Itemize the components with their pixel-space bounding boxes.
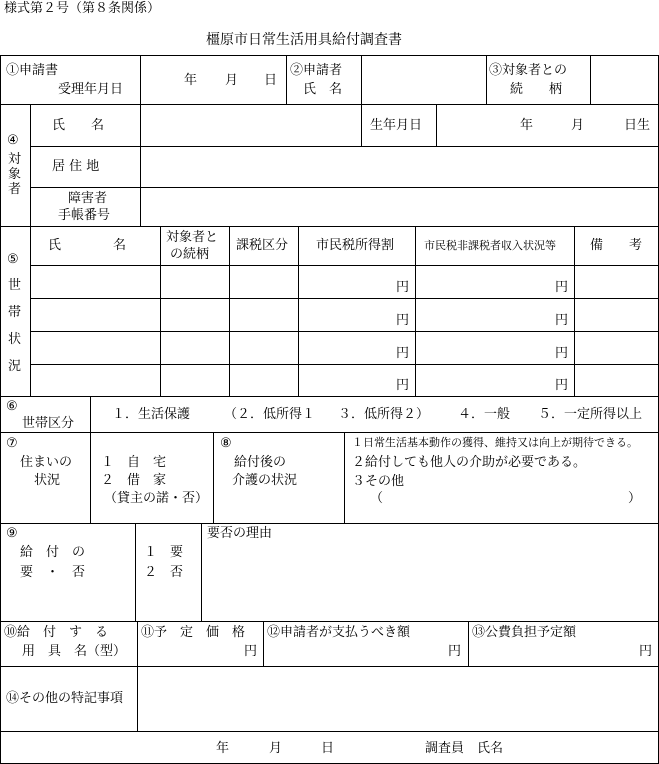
class-option-3: ３．低所得２） bbox=[338, 407, 430, 422]
applicant-payment-label: ⑫申請者が支払うべき額 bbox=[267, 625, 411, 640]
planned-price-yen: 円 bbox=[244, 644, 258, 659]
living-label: 住まいの bbox=[20, 455, 73, 470]
col-nontax-header: 市民税非課税者収入状況等 bbox=[424, 239, 556, 252]
public-burden-label: ⑬公費負担予定額 bbox=[472, 625, 577, 640]
form-number: 様式第２号（第８条関係） bbox=[4, 1, 161, 16]
care-option-2: ２給付しても他人の介助が必要である。 bbox=[352, 455, 587, 470]
special-notes-label: ⑭その他の特記事項 bbox=[6, 691, 124, 706]
yen-income-1: 円 bbox=[396, 280, 410, 295]
planned-price-label: ⑪予 定 価 格 bbox=[141, 625, 246, 640]
relation-sub-label: 続 柄 bbox=[510, 82, 563, 97]
yen-nontax-4: 円 bbox=[555, 378, 569, 393]
yen-nontax-3: 円 bbox=[555, 346, 569, 361]
care-other-close: ） bbox=[628, 491, 642, 506]
footer-year: 年 bbox=[216, 741, 230, 756]
class-number: ⑥ bbox=[6, 399, 18, 414]
receipt-date-label: 受理年月日 bbox=[58, 82, 124, 97]
living-label-2: 状況 bbox=[34, 473, 61, 488]
receipt-day: 日 bbox=[264, 73, 278, 88]
yen-nontax-1: 円 bbox=[555, 280, 569, 295]
item-name-label: ⑩給 付 す る bbox=[4, 625, 109, 640]
decision-reason-label: 要否の理由 bbox=[207, 526, 273, 541]
footer-day: 日 bbox=[321, 741, 335, 756]
yen-nontax-2: 円 bbox=[555, 313, 569, 328]
care-label-2: 介護の状況 bbox=[232, 473, 298, 488]
decision-number: ⑨ bbox=[6, 526, 18, 541]
living-option-1: １ 自 宅 bbox=[101, 455, 167, 470]
care-label: 給付後の bbox=[234, 455, 287, 470]
birth-month: 月 bbox=[571, 118, 585, 133]
yen-income-2: 円 bbox=[396, 313, 410, 328]
class-option-4: ４．一般 bbox=[458, 407, 511, 422]
disability-label: 障害者 bbox=[68, 191, 108, 206]
public-burden-yen: 円 bbox=[639, 644, 653, 659]
class-label: 世帯区分 bbox=[22, 416, 75, 431]
yen-income-4: 円 bbox=[396, 378, 410, 393]
living-number: ⑦ bbox=[6, 436, 18, 451]
col-tax-header: 課税区分 bbox=[236, 238, 289, 253]
footer-month: 月 bbox=[269, 741, 283, 756]
decision-option-1: １ 要 bbox=[144, 545, 184, 560]
subject-label-1: 対 bbox=[8, 152, 22, 167]
care-option-3: ３その他 bbox=[352, 474, 405, 489]
disability-number-label: 手帳番号 bbox=[58, 208, 111, 223]
col-name-header: 氏 名 bbox=[48, 238, 127, 253]
birth-year: 年 bbox=[520, 118, 534, 133]
investigator-label: 調査員 氏名 bbox=[425, 741, 504, 756]
household-label-4: 況 bbox=[8, 359, 22, 374]
col-relation-header-2: の続柄 bbox=[170, 247, 210, 262]
yen-income-3: 円 bbox=[396, 346, 410, 361]
birth-day: 日生 bbox=[624, 118, 651, 133]
household-label-3: 状 bbox=[8, 332, 22, 347]
care-other-open: （ bbox=[370, 491, 384, 506]
col-note-header: 備 考 bbox=[590, 238, 643, 253]
subject-name-label: 氏 名 bbox=[52, 118, 105, 133]
receipt-year: 年 bbox=[184, 73, 198, 88]
relation-label: ③対象者との bbox=[489, 63, 568, 78]
decision-label: 給 付 の bbox=[20, 545, 86, 560]
application-label: ①申請書 bbox=[6, 63, 59, 78]
subject-number: ④ bbox=[7, 133, 19, 148]
subject-label-3: 者 bbox=[8, 182, 22, 197]
household-number: ⑤ bbox=[7, 252, 19, 267]
class-option-1: １．生活保護 bbox=[112, 407, 191, 422]
page-title: 橿原市日常生活用具給付調査書 bbox=[206, 32, 402, 48]
item-model-label: 用 具 名（型） bbox=[22, 644, 127, 659]
lessor-consent: （貸主の諾・否） bbox=[104, 491, 209, 506]
care-option-1: １日常生活基本動作の獲得、維持又は向上が期待できる。 bbox=[352, 436, 638, 449]
birthdate-label: 生年月日 bbox=[370, 118, 423, 133]
care-number: ⑧ bbox=[220, 436, 232, 451]
applicant-payment-yen: 円 bbox=[448, 644, 462, 659]
household-label-1: 世 bbox=[8, 278, 22, 293]
decision-label-2: 要 ・ 否 bbox=[20, 565, 86, 580]
class-option-2: （２．低所得１ bbox=[224, 407, 316, 422]
subject-label-2: 象 bbox=[8, 167, 22, 182]
decision-option-2: ２ 否 bbox=[144, 565, 184, 580]
class-option-5: ５．一定所得以上 bbox=[538, 407, 643, 422]
living-option-2: ２ 借 家 bbox=[101, 473, 167, 488]
applicant-name-label: 氏 名 bbox=[303, 82, 343, 97]
household-label-2: 帯 bbox=[8, 305, 22, 320]
address-label: 居 住 地 bbox=[52, 159, 100, 174]
col-relation-header: 対象者と bbox=[166, 230, 219, 245]
applicant-label: ②申請者 bbox=[290, 63, 343, 78]
receipt-month: 月 bbox=[225, 73, 239, 88]
col-income-header: 市民税所得割 bbox=[316, 238, 395, 253]
